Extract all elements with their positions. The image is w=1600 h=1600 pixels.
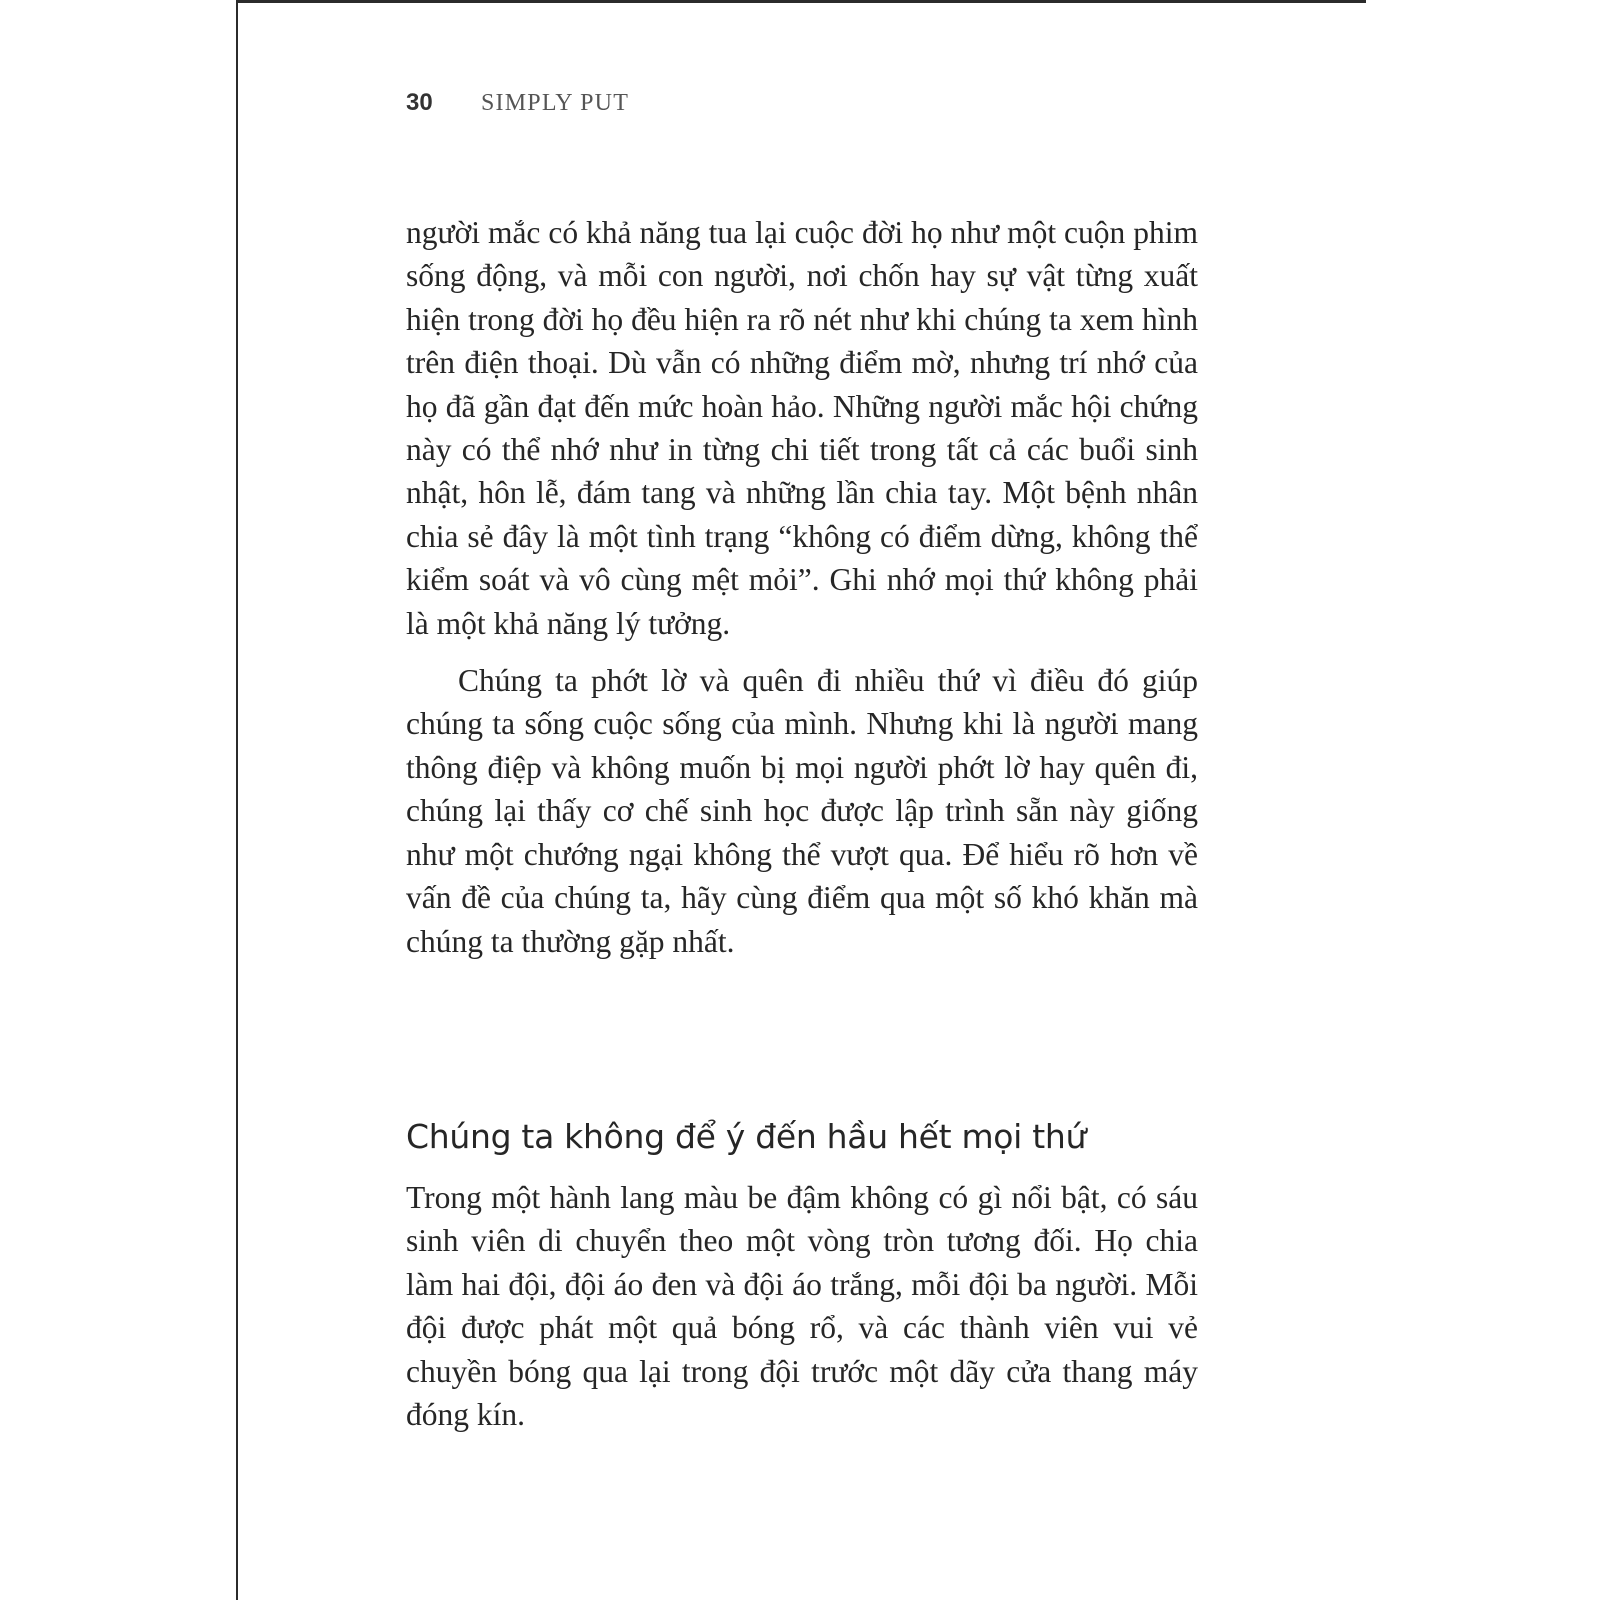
body-text: [406, 211, 1198, 963]
section-body-text: [406, 1176, 1198, 1436]
section-paragraph: Trong một hành lang màu be đậm không có gì nổi bật, có sáu sinh viên di chuyển theo một vòng tròn tương đối. Họ chia làm hai đội, đội áo đen và đội áo trắng, mỗi đội ba người. Mỗi đội được phát một quả bóng rổ, và các thành viên vui vẻ chuyền bóng qua lại trong đội trước một dãy cửa thang máy đóng kín.: [406, 1180, 1198, 1433]
running-title: SIMPLY PUT: [481, 90, 630, 116]
running-head: [406, 89, 629, 117]
paragraph: Chúng ta phớt lờ và quên đi nhiều thứ vì điều đó giúp chúng ta sống cuộc sống của mình. Nhưng khi là người mang thông điệp và không muốn bị mọi người phớt lờ hay quên đi, chúng lại thấy cơ chế sinh học được lập trình sẵn này giống như một chướng ngại không thể vượt qua. Để hiểu rõ hơn về vấn đề của chúng ta, hãy cùng điểm qua một số khó khăn mà chúng ta thường gặp nhất.: [406, 663, 1198, 959]
paragraph-continued: người mắc có khả năng tua lại cuộc đời họ như một cuộn phim sống động, và mỗi con người, nơi chốn hay sự vật từng xuất hiện trong đời họ đều hiện ra rõ nét như khi chúng ta xem hình trên điện thoại. Dù vẫn có những điểm mờ, nhưng trí nhớ của họ đã gần đạt đến mức hoàn hảo. Những người mắc hội chứng này có thể nhớ như in từng chi tiết trong tất cả các buổi sinh nhật, hôn lễ, đám tang và những lần chia tay. Một bệnh nhân chia sẻ đây là một tình trạng “không có điểm dừng, không thể kiểm soát và vô cùng mệt mỏi”. Ghi nhớ mọi thứ không phải là một khả năng lý tưởng.: [406, 215, 1198, 641]
page-number: 30: [406, 89, 433, 116]
book-page: [236, 0, 1366, 1600]
section-heading: Chúng ta không để ý đến hầu hết mọi thứ: [406, 1117, 1087, 1156]
